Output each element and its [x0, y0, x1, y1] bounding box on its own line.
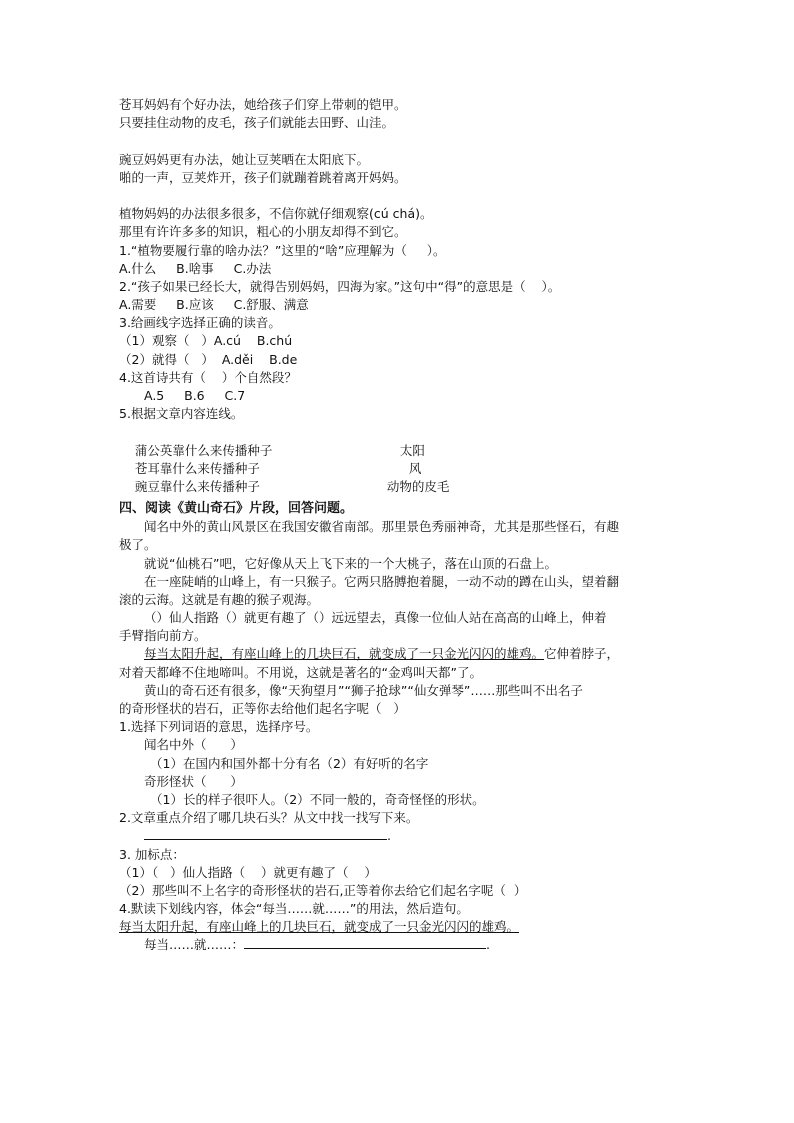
sentence-prompt: 每当……就……： — [144, 937, 245, 953]
passage-p3a: 在一座陡峭的山峰上，有一只猴子。它两只胳膊抱着腿，一动不动的蹲在山头，望着翻 — [144, 573, 620, 589]
passage-p4a: （）仙人指路（）就更有趣了（）远远望去，真像一位仙人站在高高的山峰上，伸着 — [144, 610, 607, 626]
passage-p5-rest: 它伸着脖子， — [544, 646, 620, 662]
reading-q3-b: （2）那些叫不上名字的奇形怪状的岩石,正等着你去给它们起名字呢（ ） — [119, 882, 527, 898]
section-4-heading: 四、阅读《黄山奇石》片段，回答问题。 — [119, 500, 354, 516]
question-2-stem: 2.“孩子如果已经长大，就得告别妈妈，四海为家。”这句中“得”的意思是（ ）。 — [119, 278, 561, 294]
sentence-blank[interactable] — [244, 937, 486, 949]
reading-q4-prompt-line: 每当……就……： . — [144, 937, 490, 953]
match-left-3: 豌豆靠什么来传播种子 — [134, 478, 260, 494]
poem-line-3: 豌豆妈妈更有办法，她让豆荚晒在太阳底下。 — [119, 151, 370, 167]
match-right-2: 风 — [408, 460, 422, 476]
passage-p2: 就说“仙桃石”吧，它好像从天上飞下来的一个大桃子，落在山顶的石盘上。 — [144, 555, 557, 571]
passage-p4b: 手臂指向前方。 — [119, 628, 207, 644]
match-right-3: 动物的皮毛 — [386, 478, 450, 494]
poem-line-6: 那里有许许多多的知识，粗心的小朋友却得不到它。 — [119, 224, 407, 240]
reading-q3-a: （1）（ ）仙人指路（ ）就更有趣了（ ） — [119, 864, 377, 880]
question-1-stem: 1.“植物要履行靠的啥办法？”这里的“啥”应理解为（ ）。 — [119, 242, 446, 258]
passage-p1a: 闻名中外的黄山风景区在我国安徽省南部。那里景色秀丽神奇，尤其是那些怪石，有趣 — [144, 519, 620, 535]
match-right-1: 太阳 — [399, 442, 425, 458]
question-3-b: （2）就得（ ） A.děi B.de — [119, 351, 298, 367]
question-3-a: （1）观察（ ）A.cú B.chú — [119, 333, 293, 349]
poem-line-1: 苍耳妈妈有个好办法，她给孩子们穿上带刺的铠甲。 — [119, 97, 407, 112]
reading-q1-word1-options: （1）在国内和国外都十分有名（2）有好听的名字 — [150, 755, 429, 771]
passage-p5b: 对着天都峰不住地啼叫。不用说，这就是著名的“金鸡叫天都”了。 — [119, 664, 482, 680]
reading-q1-word2-options: （1）长的样子很吓人。（2）不同一般的，奇奇怪怪的形状。 — [150, 791, 485, 807]
reading-q1-stem: 1.选择下列词语的意思，选择序号。 — [119, 719, 319, 735]
question-2-options: A.需要 B.应该 C.舒服、满意 — [119, 297, 309, 313]
match-left-2: 苍耳靠什么来传播种子 — [134, 460, 260, 476]
reading-q3-stem: 3. 加标点： — [119, 846, 185, 862]
question-4-stem: 4.这首诗共有（ ）个自然段？ — [119, 369, 297, 385]
question-4-options: A.5 B.6 C.7 — [144, 388, 246, 403]
underlined-sentence: 每当太阳升起，有座山峰上的几块巨石，就变成了一只金光闪闪的雄鸡。 — [144, 646, 545, 662]
question-5-stem: 5.根据文章内容连线。 — [119, 406, 244, 422]
passage-p1b: 极了。 — [119, 537, 157, 553]
question-3-stem: 3.给画线字选择正确的读音。 — [119, 315, 281, 331]
passage-p5a — [119, 645, 679, 663]
question-1-options: A.什么 B.啥事 C.办法 — [119, 260, 272, 276]
reading-q2-answer-line: . — [119, 827, 679, 845]
reading-q2-stem: 2.文章重点介绍了哪几块石头？从文中找一找写下来。 — [119, 810, 419, 826]
poem-line-5: 植物妈妈的办法很多很多，不信你就仔细观察(cú chá)。 — [119, 206, 433, 222]
passage-p6a: 黄山的奇石还有很多，像“天狗望月”“狮子抢球”“仙女弹琴”……那些叫不出名子 — [144, 682, 583, 698]
reading-q4-stem: 4.默读下划线内容，体会“每当……就……”的用法，然后造句。 — [119, 901, 469, 917]
match-row-1 — [119, 423, 679, 458]
reading-q4-sentence: 每当太阳升起，有座山峰上的几块巨石，就变成了一只金光闪闪的雄鸡。 — [119, 919, 520, 935]
match-left-1: 蒲公英靠什么来传播种子 — [134, 442, 273, 458]
worksheet-page — [119, 96, 679, 955]
reading-q1-word2: 奇形怪状（ ） — [144, 773, 243, 789]
passage-p6b: 的奇形怪状的岩石，正等你去给他们起名字呢（ ） — [119, 701, 406, 716]
poem-line-4: 啪的一声，豆荚炸开，孩子们就蹦着跳着离开妈妈。 — [119, 169, 407, 185]
poem-line-2: 只要挂住动物的皮毛，孩子们就能去田野、山洼。 — [119, 115, 395, 131]
passage-p3b: 滚的云海。这就是有趣的猴子观海。 — [119, 591, 320, 607]
reading-q1-word1: 闻名中外（ ） — [144, 737, 243, 753]
answer-blank[interactable] — [144, 828, 387, 840]
